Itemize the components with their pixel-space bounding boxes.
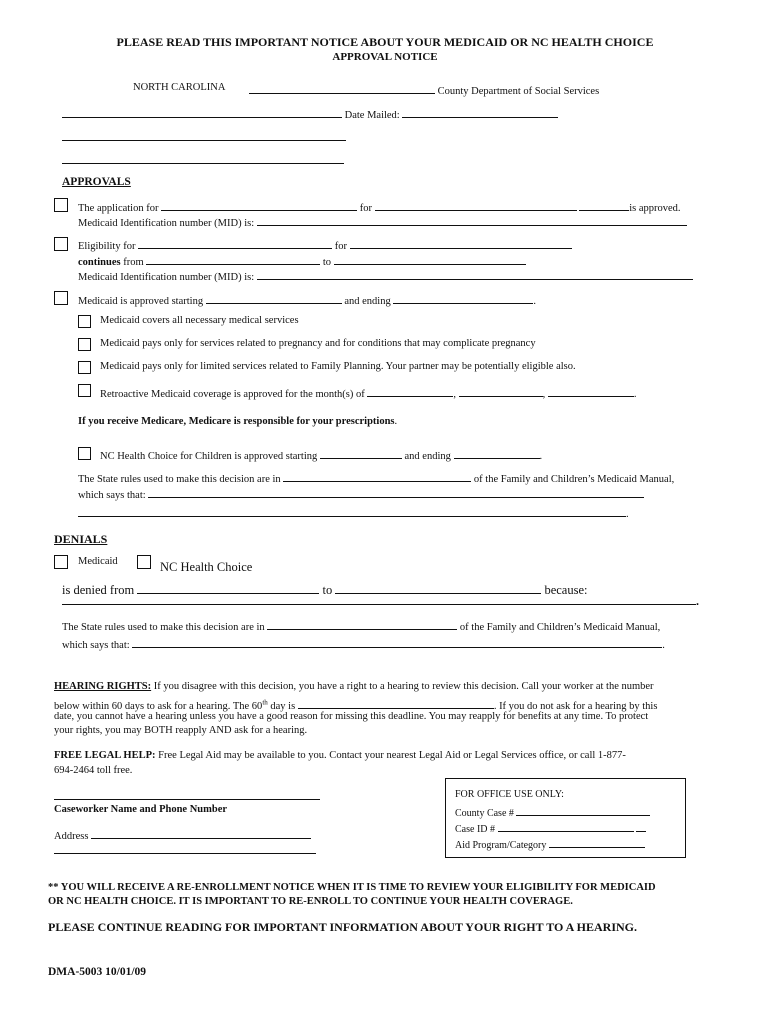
state-label: NORTH CAROLINA <box>133 82 226 93</box>
hearing-line-4: your rights, you may BOTH reapply AND ask for a hearing. <box>54 725 308 736</box>
caseworker-label: Caseworker Name and Phone Number <box>54 804 228 815</box>
continues-to-label: to <box>322 257 332 268</box>
denial-rules-row <box>62 618 660 633</box>
mid-row-1 <box>78 214 687 229</box>
eligibility-checkbox[interactable] <box>54 237 68 251</box>
nchc-row <box>100 447 542 462</box>
continues-to-field[interactable] <box>334 253 526 265</box>
approved-period: . <box>533 296 536 307</box>
denial-rules-label: The State rules used to make this decision are in <box>62 622 265 633</box>
mid-label-2: Medicaid Identification number (MID) is: <box>78 272 255 283</box>
hearing-rights-label: HEARING RIGHTS: <box>54 681 152 692</box>
is-approved-label: is approved. <box>629 203 681 214</box>
all-services-checkbox[interactable] <box>78 315 91 328</box>
family-planning-checkbox[interactable] <box>78 361 91 374</box>
nchc-starting-label: NC Health Choice for Children is approved starting <box>100 451 318 462</box>
legal-line-1 <box>54 750 626 761</box>
nchc-start-field[interactable] <box>320 447 402 459</box>
denial-which-says-label: which says that: <box>62 640 130 651</box>
address-label: Address <box>54 831 89 842</box>
mid-label-1: Medicaid Identification number (MID) is: <box>78 218 255 229</box>
retro-month-1[interactable] <box>367 385 453 397</box>
hearing-line-2 <box>54 697 657 712</box>
recipient-name-field[interactable] <box>62 106 342 118</box>
legal-text-1: Free Legal Aid may be available to you. Contact your nearest Legal Aid or Legal Services office, or call 1-877- <box>158 750 626 761</box>
approved-ending-label: and ending <box>344 296 391 307</box>
nchc-end-field[interactable] <box>454 447 540 459</box>
option-pregnancy: Medicaid pays only for services related to pregnancy and for conditions that may complicate pregnancy <box>100 338 536 349</box>
denial-reason-line[interactable] <box>62 604 696 605</box>
mid-row-2 <box>78 268 693 283</box>
denial-which-says-period: . <box>662 640 665 651</box>
address-field[interactable] <box>91 827 311 839</box>
approvals-heading: APPROVALS <box>62 176 131 188</box>
continue-reading: PLEASE CONTINUE READING FOR IMPORTANT INFORMATION ABOUT YOUR RIGHT TO A HEARING. <box>48 920 637 934</box>
deny-nchc-checkbox[interactable] <box>137 555 151 569</box>
office-use-title: FOR OFFICE USE ONLY: <box>455 789 564 800</box>
nchc-period: . <box>539 451 543 462</box>
denials-heading: DENIALS <box>54 532 108 546</box>
hearing-deadline-field[interactable] <box>298 697 494 709</box>
reenroll-notice-1: ** YOU WILL RECEIVE A RE-ENROLLMENT NOTICE WHEN IT IS TIME TO REVIEW YOUR ELIGIBILITY FOR MEDICAID <box>48 882 656 893</box>
approval-reason-field[interactable] <box>78 505 626 517</box>
nchc-checkbox[interactable] <box>78 447 91 460</box>
denied-dates-row <box>62 580 587 598</box>
application-row <box>78 199 681 214</box>
application-extra-field[interactable] <box>579 199 629 211</box>
retroactive-checkbox[interactable] <box>78 384 91 397</box>
notice-subtitle: APPROVAL NOTICE <box>332 51 438 63</box>
medicaid-approved-row <box>78 292 536 307</box>
county-field[interactable] <box>249 82 435 94</box>
aid-program-label: Aid Program/Category <box>455 840 547 851</box>
application-person-field[interactable] <box>375 199 577 211</box>
legal-line-2: 694-2464 toll free. <box>54 765 133 776</box>
mid-field-1[interactable] <box>257 214 687 226</box>
denied-to-label: to <box>322 583 333 597</box>
county-case-label: County Case # <box>455 808 514 819</box>
option-all-services: Medicaid covers all necessary medical services <box>100 315 299 326</box>
reenroll-notice-2: OR NC HEALTH CHOICE. IT IS IMPORTANT TO RE-ENROLL TO CONTINUE YOUR HEALTH COVERAGE. <box>48 896 573 907</box>
notice-title: PLEASE READ THIS IMPORTANT NOTICE ABOUT YOUR MEDICAID OR NC HEALTH CHOICE <box>116 35 654 49</box>
approval-rules-field[interactable] <box>283 470 471 482</box>
option-family-planning: Medicaid pays only for limited services related to Family Planning. Your partner may be potentially eligible also. <box>100 361 576 372</box>
hearing-text-2a: below within 60 days to ask for a hearing. The 60 <box>54 701 263 712</box>
eligibility-row <box>78 237 572 252</box>
approval-rules-row <box>78 470 674 485</box>
medicare-period: . <box>394 416 398 427</box>
denied-from-field[interactable] <box>137 580 319 594</box>
medicaid-approved-checkbox[interactable] <box>54 291 68 305</box>
approved-end-field[interactable] <box>393 292 533 304</box>
address-line-extra[interactable] <box>54 853 316 854</box>
application-for-label: The application for <box>78 203 159 214</box>
denial-which-says-field[interactable] <box>132 636 662 648</box>
denial-which-says-row <box>62 636 665 651</box>
deny-medicaid-label: Medicaid <box>78 556 118 567</box>
medicare-row <box>78 416 397 427</box>
approval-rules-label: The State rules used to make this decision are in <box>78 474 281 485</box>
hearing-line-3: date, you cannot have a hearing unless you have a good reason for missing this deadline. You may reapply for benefits at any time. To protect <box>54 711 649 722</box>
eligibility-for-label: Eligibility for <box>78 241 136 252</box>
deny-medicaid-checkbox[interactable] <box>54 555 68 569</box>
option-retroactive: Retroactive Medicaid coverage is approved for the month(s) of <box>100 389 365 400</box>
retroactive-row <box>100 385 637 400</box>
application-for-word: for <box>359 203 372 214</box>
continues-from-field[interactable] <box>146 253 320 265</box>
continues-row <box>78 253 526 268</box>
approval-rules-suffix: of the Family and Children’s Medicaid Manual, <box>473 474 675 485</box>
deny-nchc-label: NC Health Choice <box>160 560 253 574</box>
denied-to-field[interactable] <box>335 580 541 594</box>
retro-month-3[interactable] <box>548 385 634 397</box>
approved-starting-label: Medicaid is approved starting <box>78 296 204 307</box>
denial-reason-period: . <box>696 594 699 608</box>
approval-which-says-field[interactable] <box>148 486 644 498</box>
eligibility-program-field[interactable] <box>138 237 332 249</box>
approval-reason-period: . <box>626 509 629 520</box>
nchc-ending-label: and ending <box>404 451 451 462</box>
approval-which-says-label: which says that: <box>78 490 146 501</box>
legal-help-label: FREE LEGAL HELP: <box>54 750 156 761</box>
approval-reason-row <box>78 505 629 520</box>
hearing-text-1: If you disagree with this decision, you have a right to a hearing to review this decision. Call your worker at the number <box>153 681 654 692</box>
hearing-line-1 <box>54 681 654 692</box>
case-id-label: Case ID # <box>455 824 495 835</box>
case-id-field[interactable] <box>498 821 634 832</box>
date-mailed-row <box>62 106 558 121</box>
denial-rules-suffix: of the Family and Children’s Medicaid Manual, <box>459 622 661 633</box>
county-row <box>249 82 599 97</box>
address-row <box>54 827 311 842</box>
hearing-text-2b: day is <box>270 701 296 712</box>
application-program-field[interactable] <box>161 199 357 211</box>
date-mailed-label: Date Mailed: <box>344 110 400 121</box>
county-case-field[interactable] <box>516 805 650 816</box>
caseworker-line[interactable] <box>54 799 320 800</box>
address-line-2[interactable] <box>62 163 344 164</box>
retro-month-2[interactable] <box>459 385 543 397</box>
hearing-text-2c: . If you do not ask for a hearing by this <box>493 701 658 712</box>
hearing-sup: th <box>262 698 268 707</box>
application-approved-checkbox[interactable] <box>54 198 68 212</box>
retro-comma-1: , <box>453 389 456 400</box>
aid-program-row <box>455 837 645 851</box>
mid-field-2[interactable] <box>257 268 693 280</box>
county-case-row <box>455 805 650 819</box>
pregnancy-checkbox[interactable] <box>78 338 91 351</box>
office-use-box <box>445 778 686 858</box>
denial-rules-field[interactable] <box>267 618 457 630</box>
form-id: DMA-5003 10/01/09 <box>48 966 147 978</box>
medicare-note: If you receive Medicare, Medicare is responsible for your prescriptions <box>78 416 395 427</box>
eligibility-person-field[interactable] <box>350 237 572 249</box>
aid-program-field[interactable] <box>549 837 645 848</box>
approval-which-says-row <box>78 486 644 501</box>
address-line-1[interactable] <box>62 140 346 141</box>
case-id-row <box>455 821 646 835</box>
date-mailed-field[interactable] <box>402 106 558 118</box>
eligibility-for-word: for <box>334 241 347 252</box>
county-suffix: County Department of Social Services <box>437 86 600 97</box>
approved-start-field[interactable] <box>206 292 342 304</box>
case-id-suffix-field[interactable] <box>636 821 646 832</box>
denied-from-label: is denied from <box>62 583 135 597</box>
continues-label: continues <box>78 257 121 268</box>
because-label: because: <box>544 583 588 597</box>
retro-comma-2: , <box>542 389 546 400</box>
continues-from-label: from <box>123 257 144 268</box>
retro-period: . <box>633 389 637 400</box>
